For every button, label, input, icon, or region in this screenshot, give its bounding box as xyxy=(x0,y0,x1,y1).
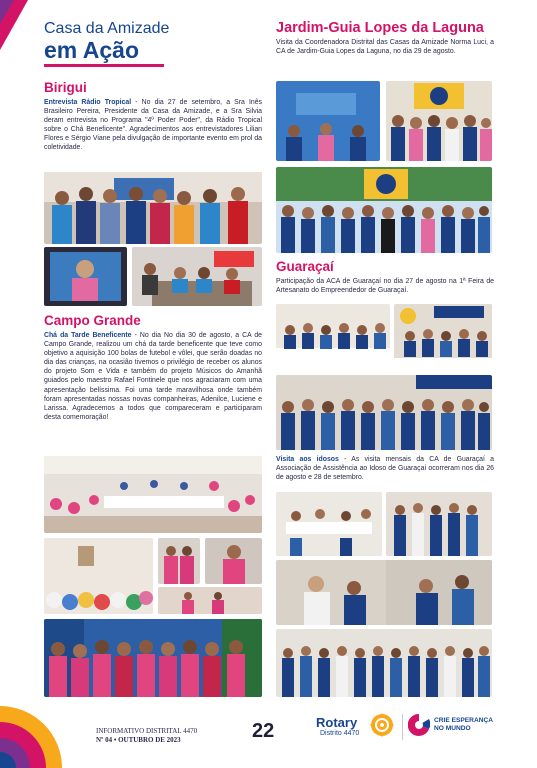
left-column xyxy=(44,80,262,153)
birigui-lead: Entrevista Rádio Tropical xyxy=(44,99,132,106)
photo-idosos-care xyxy=(276,560,492,625)
right-column xyxy=(276,20,494,56)
idosos-lead: Visita aos idosos xyxy=(276,456,339,463)
photo-campo-grande-guest xyxy=(205,538,262,584)
photo-birigui-group xyxy=(44,172,262,244)
idosos-paragraph xyxy=(276,455,494,482)
rotary-wheel-icon xyxy=(370,713,394,737)
photo-campo-grande-hall xyxy=(44,456,262,533)
campo-grande-paragraph xyxy=(44,331,262,422)
photo-guaracai-fair-1 xyxy=(276,304,390,370)
photo-jardim-group xyxy=(276,167,492,253)
masthead xyxy=(44,20,169,67)
rotary-district-label: Distrito 4470 xyxy=(320,730,360,737)
photo-birigui-studio xyxy=(132,247,262,306)
section-title-guaracai: Guaraçaí xyxy=(276,259,334,274)
corner-decoration-top xyxy=(0,0,40,60)
photo-idosos-visit xyxy=(386,492,492,556)
photo-guaracai-fair-2 xyxy=(394,304,492,370)
guaracai-text: Participação da ACA de Guaraçaí no dia 27 de agosto na 1ª Feira de Artesanato do Empreendedor de Guaraçaí. xyxy=(276,278,494,295)
idosos-section xyxy=(276,455,494,482)
photo-campo-grande-table xyxy=(158,587,262,614)
footer-motto: CRIE ESPERANÇA NO MUNDO xyxy=(434,717,493,732)
section-title-campo-grande: Campo Grande xyxy=(44,313,141,328)
campo-grande-section xyxy=(44,313,262,422)
photo-idosos-group xyxy=(276,629,492,697)
photo-jardim-banner xyxy=(386,81,492,161)
campo-grande-text: - No dia No dia 30 de agosto, a CA de Campo Grande, realizou um chá da tarde beneficente que teve como objetivo a aquisição 100 bolas de futebol e vôlei, que serão doadas no dia das crianças, na ocasião tivemos o privilégio de receber os alunos do projeto Som e Vida e também do projeto Músicos do Amanhã guiados pelo maestro Rafael Fontinele que nos agraciaram com uma apresentação belíssima. Foi uma tarde maravilhosa onde também foram apresentadas nossas novas companheiras, Adenilce, Luciene e Larissa. Agradecemos a todos que compareceram e participaram desta comemoração! xyxy=(44,332,262,421)
photo-jardim-meeting xyxy=(276,81,380,161)
rotary-wordmark: Rotary xyxy=(316,715,358,730)
footer-info-line2: Nº 04 • OUTUBRO DE 2023 xyxy=(96,736,181,744)
birigui-paragraph xyxy=(44,98,262,153)
idosos-text: - As visita mensais da CA de Guaraçaí a Associação de Assistência ao Idoso de Guaraçaí ocorreram nos dia 26 de agosto e 28 de setembro. xyxy=(276,456,494,482)
photo-idosos-dining xyxy=(276,492,382,556)
masthead-line2: em Ação xyxy=(44,37,140,63)
footer-publication-info xyxy=(96,727,197,745)
photo-guaracai-group xyxy=(276,375,492,450)
campo-grande-lead: Chá da Tarde Beneficente xyxy=(44,332,132,339)
birigui-text: - No dia 27 de setembro, a Sra Inês Brasileiro Pereira, Presidente da Casa da Amizade, e a Sra Silvia deram entrevista no Programa "4º Poder Poder", da Rádio Tropical sobre o Chá Beneficente". Agradecimentos aos entrevistadores Lilian Flores e Sérgio Viane pela divulgação de importante evento em prol da coletividade. xyxy=(44,99,263,152)
section-title-birigui: Birigui xyxy=(44,80,87,95)
section-title-jardim: Jardim-Guia Lopes da Laguna xyxy=(276,20,484,36)
masthead-line1: Casa da Amizade xyxy=(44,20,170,37)
footer-divider xyxy=(402,714,403,740)
footer-info-line1: INFORMATIVO DISTRITAL 4470 xyxy=(96,727,198,735)
photo-campo-grande-pair xyxy=(158,538,200,584)
jardim-text: Visita da Coordenadora Distrital das Casas da Amizade Norma Luci, a CA de Jardim-Guia Lopes da Laguna, no dia 29 de agosto. xyxy=(276,39,494,56)
masthead-underline xyxy=(44,64,164,67)
guaracai-section xyxy=(276,259,494,295)
photo-campo-grande-balls xyxy=(44,538,153,614)
photo-birigui-screen xyxy=(44,247,127,306)
corner-decoration-bottom xyxy=(0,688,70,768)
page-number: 22 xyxy=(252,720,275,742)
photo-campo-grande-group xyxy=(44,619,262,697)
crie-esperanca-icon xyxy=(408,713,430,737)
